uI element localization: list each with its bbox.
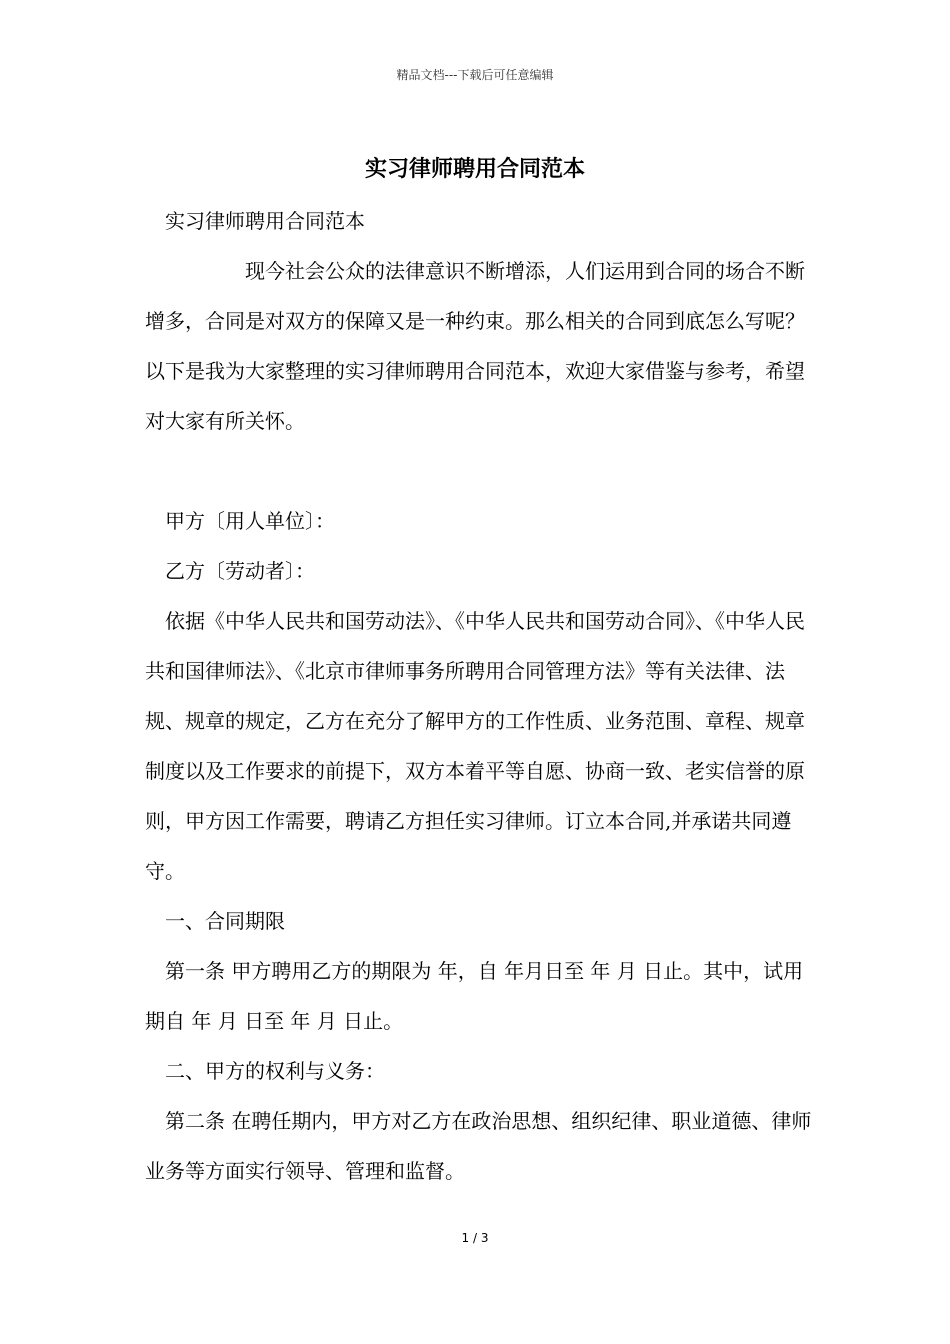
document-title: 实习律师聘用合同范本 — [364, 157, 585, 182]
section-heading-rights: 二、甲方的权利与义务： — [165, 1059, 385, 1083]
basis-paragraph: 依据《中华人民共和国劳动法》、《中华人民共和国劳动合同》、《中华人民共和国律师法》、《北京市律师事务所聘用合同管理方法》等有关法律、法规、规章的规定，乙方在充分了解甲方的工作性质、业务范围、章程、规章制度以及工作要求的前提下，双方本着平等自愿、协商一致、老实信誉的原则，甲方因工作需要，聘请乙方担任实习律师。订立本合同,并承诺共同遵守。 — [145, 609, 805, 883]
article-two: 第二条 在聘任期内，甲方对乙方在政治思想、组织纪律、职业道德、律师业务等方面实行领导、管理和监督。 — [145, 1109, 812, 1183]
intro-paragraph: 现今社会公众的法律意识不断增添，人们运用到合同的场合不断增多，合同是对双方的保障又是一种约束。那么相关的合同到底怎么写呢？以下是我为大家整理的实习律师聘用合同范本，欢迎大家借鉴与参考，希望对大家有所关怀。 — [145, 259, 805, 433]
page-number: 1 / 3 — [461, 1231, 489, 1245]
article-one: 第一条 甲方聘用乙方的期限为 年，自 年月日至 年 月 日止。其中，试用期自 年 月 日至 年 月 日止。 — [145, 959, 804, 1033]
party-b-line: 乙方〔劳动者〕： — [165, 559, 315, 583]
subtitle-paragraph: 实习律师聘用合同范本 — [165, 209, 365, 233]
document-body — [145, 196, 815, 1196]
party-a-line: 甲方〔用人单位〕： — [165, 509, 335, 533]
section-heading-term: 一、合同期限 — [165, 909, 285, 933]
header-note: 精品文档---下载后可任意编辑 — [396, 68, 554, 82]
